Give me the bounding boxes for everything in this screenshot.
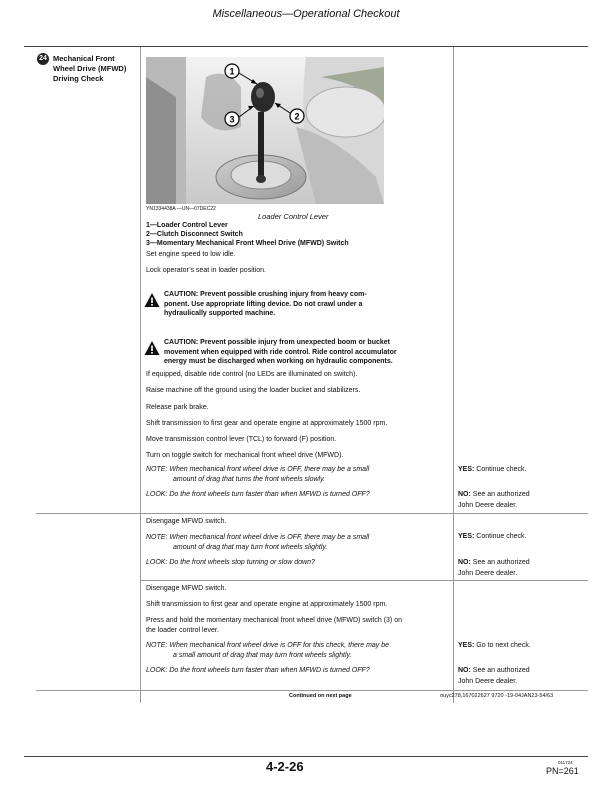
caution-line: energy must be discharged when working on hydraulic components. (164, 358, 393, 365)
look-text: LOOK: Do the front wheels turn faster than when MFWD is turned OFF? (146, 491, 370, 498)
step-text: Disengage MFWD switch. (146, 585, 227, 592)
caution-line: hydraulically supported machine. (164, 310, 276, 317)
yes-result: YES: Continue check. (458, 533, 527, 540)
yes-result: YES: Go to next check. (458, 642, 531, 649)
step-text: Move transmission control lever (TCL) to forward (F) position. (146, 436, 337, 443)
document-reference: ouyc278,167022627 9720 -19-04JAN23-54/63 (440, 693, 554, 699)
footer-rule (24, 756, 588, 757)
section-number-badge: 24 (37, 53, 49, 65)
note-text: NOTE: When mechanical front wheel drive is OFF, there may be a small amount of drag that may turn front wheels slightly. (146, 534, 370, 551)
step-text: Raise machine off the ground using the loader bucket and stabilizers. (146, 387, 361, 394)
callout-3: 3 (229, 114, 235, 125)
continued-notice: Continued on next page (289, 693, 352, 699)
loader-control-lever-photo (146, 57, 384, 204)
legend-item: 2—Clutch Disconnect Switch (146, 231, 243, 238)
look-text: LOOK: Do the front wheels stop turning or slow down? (146, 559, 315, 566)
step-text: If equipped, disable ride control (no LEDs are illuminated on switch). (146, 371, 358, 378)
note-text: NOTE: When mechanical front wheel drive is OFF for this check, there may be a small amount of drag that may turn front wheels slightly. (146, 642, 390, 659)
yes-result: YES: Continue check. (458, 466, 527, 473)
figure-caption: Loader Control Lever (258, 212, 329, 221)
no-result: NO: See an authorized John Deere dealer. (458, 667, 530, 685)
step-text: Press and hold the momentary mechanical front wheel drive (MFWD) switch (3) on the loader control lever. (146, 617, 402, 634)
column-divider-right (453, 47, 454, 703)
step-text: Set engine speed to low idle. (146, 251, 236, 258)
page-header-title: Miscellaneous—Operational Checkout (212, 8, 400, 20)
step-text: Disengage MFWD switch. (146, 518, 227, 525)
row-divider-3 (36, 690, 588, 691)
step-text: Shift transmission to first gear and operate engine at approximately 1500 rpm. (146, 420, 388, 427)
page-number: 4-2-26 (266, 759, 304, 774)
footer-code: 011724 (558, 760, 573, 765)
figure-image-id: YN1334438A —UN—07DEC22 (146, 206, 216, 212)
warning-triangle-icon (144, 292, 160, 308)
row-divider-1 (36, 513, 588, 514)
header-rule (24, 46, 588, 47)
step-text: Turn on toggle switch for mechanical front wheel drive (MFWD). (146, 452, 344, 459)
section-title: Mechanical Front Wheel Drive (MFWD) Driving Check (53, 54, 127, 83)
column-divider-left (140, 47, 141, 703)
caution-line: ponent. Use appropriate lifting device. Do not crawl under a (164, 300, 363, 308)
caution-line: CAUTION: Prevent possible injury from unexpected boom or bucket (164, 339, 390, 346)
note-text: NOTE: When mechanical front wheel drive is OFF, there may be a small amount of drag that turns the front wheels slowly. (146, 466, 370, 483)
step-text: Release park brake. (146, 404, 209, 411)
step-text: Shift transmission to first gear and operate engine at approximately 1500 rpm. (146, 601, 388, 608)
step-text: Lock operator’s seat in loader position. (146, 267, 266, 274)
no-result: NO: See an authorized John Deere dealer. (458, 559, 530, 577)
no-result: NO: See an authorized John Deere dealer. (458, 491, 530, 509)
callout-1: 1 (229, 66, 235, 77)
pn-number: PN=261 (546, 766, 579, 776)
warning-triangle-icon (144, 340, 160, 356)
row-divider-2 (140, 580, 588, 581)
caution-line: CAUTION: Prevent possible crushing injury from heavy com- (164, 291, 367, 298)
caution-line: movement when equipped with ride control. Ride control accumulator (164, 348, 397, 356)
legend-item: 3—Momentary Mechanical Front Wheel Drive (MFWD) Switch (146, 240, 349, 247)
look-text: LOOK: Do the front wheels turn faster than when MFWD is turned OFF? (146, 667, 370, 674)
legend-item: 1—Loader Control Lever (146, 222, 228, 229)
callout-2: 2 (294, 111, 300, 122)
